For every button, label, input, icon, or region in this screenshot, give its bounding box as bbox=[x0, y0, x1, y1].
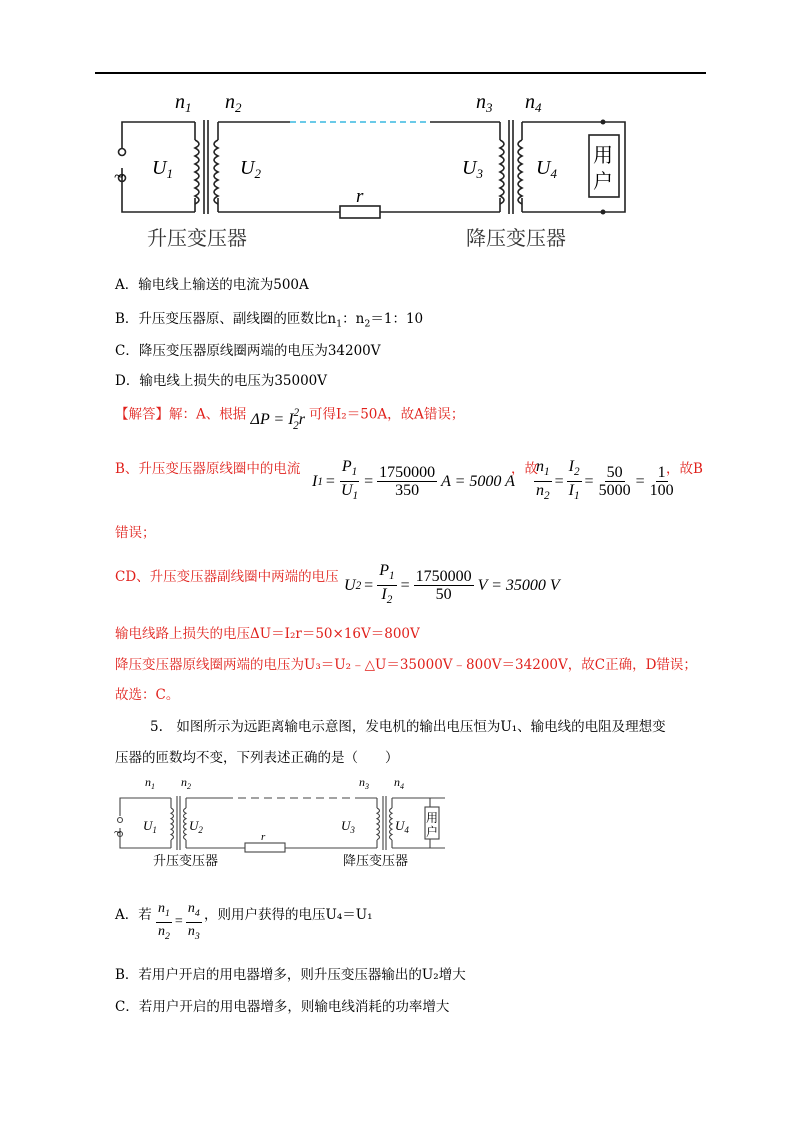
svg-text:n4: $n_4$ bbox=[394, 775, 404, 791]
q4-option-c: C．降压变压器原线圈两端的电压为34200V bbox=[115, 343, 381, 359]
q5-option-a: A．若 bbox=[115, 907, 152, 923]
q5-option-c: C．若用户开启的用电器增多，则输电线消耗的功率增大 bbox=[115, 999, 450, 1015]
svg-text:升压变压器: 升压变压器 bbox=[153, 854, 219, 869]
svg-text:n1: $n_1$ bbox=[175, 91, 192, 115]
svg-text:r: r bbox=[261, 831, 266, 843]
svg-text:U3: $U_3$ bbox=[341, 818, 355, 835]
answer-b-end: 错误； bbox=[115, 525, 156, 541]
q5-stem-line1: 5. 如图所示为远距离输电示意图，发电机的输出电压恒为U₁、输电线的电阻及理想变 bbox=[150, 719, 666, 735]
transmission-diagram-2 bbox=[115, 770, 455, 870]
header-rule bbox=[95, 72, 706, 74]
q4-option-a: A．输电线上输送的电流为500A bbox=[115, 277, 309, 293]
svg-text:U2: $U_2$ bbox=[189, 818, 203, 835]
answer-line-a: 【解答】解：A、根据 $\Delta P = I^2_2r$ 可得I₂＝50A，故A错误； bbox=[115, 406, 465, 432]
svg-text:n2: $n_2$ bbox=[225, 91, 242, 115]
svg-text:n1: $n_1$ bbox=[145, 775, 155, 791]
q4-option-d: D．输电线上损失的电压为35000V bbox=[115, 373, 328, 389]
answer-loss-line: 输电线路上损失的电压ΔU＝I₂r＝50×16V＝800V bbox=[115, 626, 420, 642]
svg-text:U4: $U_4$ bbox=[536, 157, 557, 181]
svg-text:U3: $U_3$ bbox=[462, 157, 483, 181]
svg-text:n2: $n_2$ bbox=[181, 775, 191, 791]
svg-text:户: 户 bbox=[593, 169, 613, 193]
answer-line-cd: CD、升压变压器副线圈中两端的电压 bbox=[115, 569, 339, 585]
svg-text:U1: $U_1$ bbox=[143, 818, 157, 835]
formula-ratio: $\frac{n_1}{n_2}$ = $\frac{I_2}{I_1}$ = $\frac{50}{5000}$ = $\frac{1}{100}$ bbox=[536, 458, 674, 503]
q4-option-b: B．升压变压器原、副线圈的匝数比$n_1$：$n_2=1$：10 bbox=[115, 311, 424, 330]
svg-text:U4: $U_4$ bbox=[395, 818, 409, 835]
formula-q5a: $\frac{n_1}{n_2}$ = $\frac{n_4}{n_3}$ bbox=[158, 901, 200, 942]
svg-text:降压变压器: 降压变压器 bbox=[343, 854, 409, 869]
svg-text:U1: $U_1$ bbox=[152, 157, 173, 181]
formula-i1: I 1 = $\frac{P_1}{U_1}$ = $\frac{1750000}{350}$ A = 5000 A bbox=[312, 458, 515, 503]
svg-text:n3: $n_3$ bbox=[359, 775, 369, 791]
q5-stem-line2: 压器的匝数均不变，下列表述正确的是（ ） bbox=[115, 750, 399, 766]
q5-option-a-suffix: ，则用户获得的电压U₄＝U₁ bbox=[204, 907, 373, 923]
ac-source-icon-2: ~ bbox=[114, 824, 122, 839]
ac-source-icon: ~ bbox=[114, 166, 124, 186]
answer-line-b: B、升压变压器原线圈中的电流 bbox=[115, 461, 301, 477]
svg-text:升压变压器: 升压变压器 bbox=[147, 226, 247, 250]
svg-text:U2: $U_2$ bbox=[240, 157, 261, 181]
svg-text:n3: $n_3$ bbox=[476, 91, 493, 115]
q5-option-b: B．若用户开启的用电器增多，则升压变压器输出的U₂增大 bbox=[115, 967, 466, 983]
svg-text:n4: $n_4$ bbox=[525, 91, 542, 115]
answer-b-mid: ，故 bbox=[511, 461, 538, 477]
svg-text:降压变压器: 降压变压器 bbox=[466, 226, 566, 250]
svg-text:r: r bbox=[356, 186, 364, 207]
svg-text:用: 用 bbox=[426, 811, 439, 825]
svg-text:用: 用 bbox=[593, 143, 613, 167]
answer-u3-line: 降压变压器原线圈两端的电压为U₃＝U₂﹣△U＝35000V﹣800V＝34200V，故C正确，D错误； bbox=[115, 657, 697, 673]
answer-choose: 故选：C。 bbox=[115, 687, 180, 703]
svg-text:户: 户 bbox=[426, 825, 439, 839]
formula-u2: U 2 = $\frac{P_1}{I_2}$ = $\frac{1750000}{50}$ V = 35000 V bbox=[344, 562, 560, 607]
answer-b-suffix: ，故B bbox=[666, 461, 703, 477]
transmission-diagram-1 bbox=[100, 90, 660, 255]
